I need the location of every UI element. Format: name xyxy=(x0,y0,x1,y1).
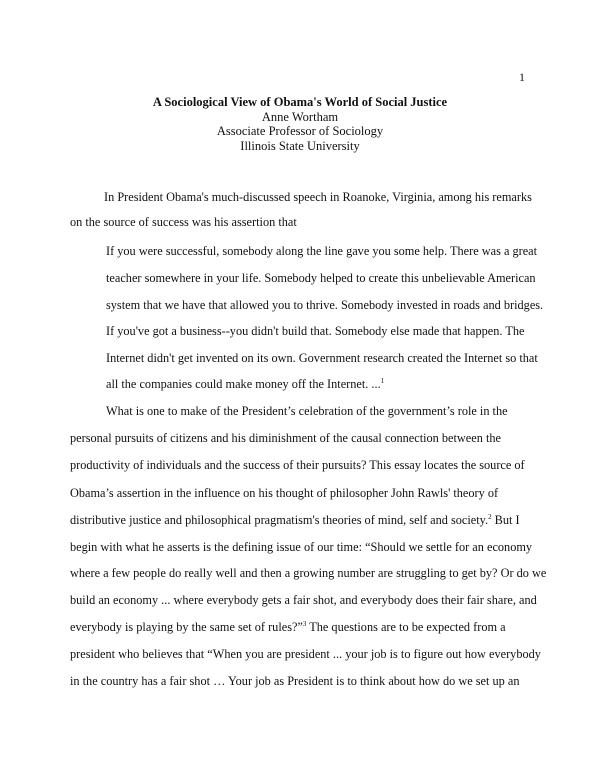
document-header xyxy=(0,95,600,153)
text-line: president who believes that “When you are president ... your job is to figure out how everybody xyxy=(70,647,541,661)
quote-line: system that we have that allowed you to thrive. Somebody invested in roads and bridges. xyxy=(106,298,544,312)
text-line xyxy=(70,620,506,634)
document-title: A Sociological View of Obama's World of Social Justice xyxy=(152,95,448,109)
text-line: begin with what he asserts is the defining issue of our time: “Should we settle for an economy xyxy=(70,540,533,554)
text-line: What is one to make of the President’s celebration of the government’s role in the xyxy=(106,404,508,418)
footnote-marker[interactable]: 1 xyxy=(380,377,385,385)
text-segment: everybody is playing by the same set of rules?” xyxy=(70,620,303,634)
quote-line: Internet didn't get invented on its own. Government research created the Internet so that xyxy=(106,351,538,365)
author-name: Anne Wortham xyxy=(261,109,339,124)
text-line: on the source of success was his assertion that xyxy=(70,215,297,229)
quote-line xyxy=(106,377,384,391)
text-segment: distributive justice and philosophical pragmatism's theories of mind, self and society. xyxy=(70,513,489,527)
quote-line: teacher somewhere in your life. Somebody helped to create this unbelievable American xyxy=(106,271,536,285)
footnote-marker[interactable]: 3 xyxy=(302,620,307,628)
quote-line: If you were successful, somebody along the line gave you some help. There was a great xyxy=(106,244,538,258)
page-number: 1 xyxy=(519,70,525,84)
text-line: build an economy ... where everybody gets a fair shot, and everybody does their fair share, and xyxy=(70,593,537,607)
text-line: In President Obama's much-discussed speech in Roanoke, Virginia, among his remarks xyxy=(104,190,532,204)
quote-line: If you've got a business--you didn't build that. Somebody else made that happen. The xyxy=(106,324,525,338)
text-line: productivity of individuals and the success of their pursuits? This essay locates the source of xyxy=(70,458,525,472)
text-line: where a few people do really well and then a growing number are struggling to get by? Or do we xyxy=(70,566,547,580)
text-line: Obama’s assertion in the influence on his thought of philosopher John Rawls' theory of xyxy=(70,486,499,500)
text-line xyxy=(70,513,520,527)
text-segment: But I xyxy=(491,513,520,527)
text-line: in the country has a fair shot … Your job as President is to think about how do we set up an xyxy=(70,674,520,688)
quote-text: all the companies could make money off the Internet. ... xyxy=(106,377,381,391)
text-segment: The questions are to be expected from a xyxy=(306,620,506,634)
author-position: Associate Professor of Sociology xyxy=(216,124,384,138)
text-line: personal pursuits of citizens and his diminishment of the causal connection between the xyxy=(70,431,501,445)
footnote-marker[interactable]: 2 xyxy=(488,513,492,521)
author-institution: Illinois State University xyxy=(240,138,360,153)
